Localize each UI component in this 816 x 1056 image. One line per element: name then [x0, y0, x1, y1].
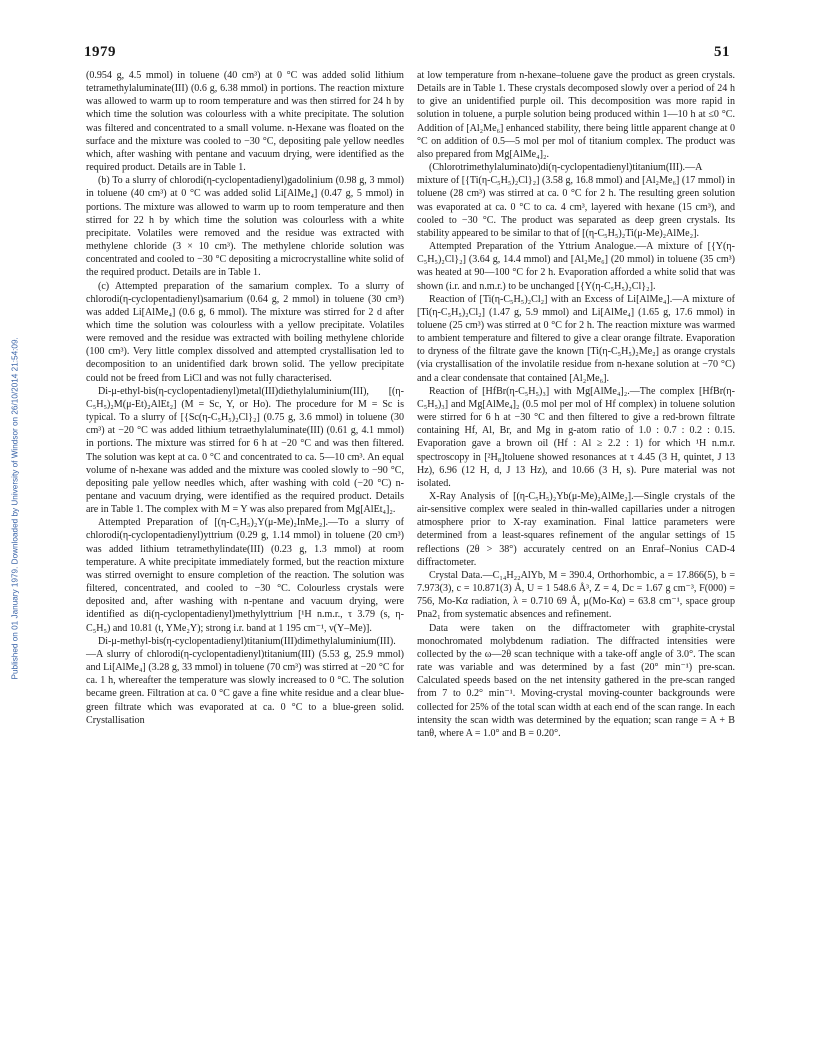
paragraph: (0.954 g, 4.5 mmol) in toluene (40 cm³) at 0 °C was added solid lithium tetramethylaluminate(III) (0.6 g, 6.38 mmol) in portions. The reaction mixture was allowed to warm up to room temperature and was then stirred for 24 h by which time the solution was colourless with a white precipitate. The solution was filtered and concentrated to a small volume. n-Hexane was floated on the surface and the mixture was cooled to −30 °C, depositing pale yellow needles which, after washing with pentane and vacuum drying, were identified as the required product. Details are in Table 1. — [86, 70, 404, 174]
left-column — [86, 69, 404, 727]
paragraph: Reaction of [Ti(η-C₅H₅)₂Cl₂] with an Excess of Li[AlMe₄].—A mixture of [Ti(η-C₅H₅)₂Cl₂] (1.47 g, 5.9 mmol) and Li[AlMe₄] (1.65 g, 17.6 mmol) in toluene (25 cm³) was stirred at 0 °C for 2 h. The reaction mixture was warmed to ambient temperature and filtered to give a clear orange filtrate. Evaporation to dryness of the filtrate gave the known [Ti(η-C₅H₅)₂Me₂] as orange crystals (via crystallisation of the involatile residue from n-hexane solution at −70 °C) and a clear condensate that contained [Al₂Me₆]. — [417, 293, 735, 384]
paragraph: Crystal Data.—C₁₄H₂₂AlYb, M = 390.4, Orthorhombic, a = 17.866(5), b = 7.973(3), c = 10.871(3) Å, U = 1 548.6 Å³, Z = 4, Dc = 1.67 g cm⁻³, F(000) = 756, Mo-Kα radiation, λ = 0.710 69 Å, μ(Mo-Kα) = 63.8 cm⁻¹, space group Pna2₁ from systematic absences and refinement. — [417, 569, 735, 621]
paragraph: Attempted Preparation of [(η-C₅H₅)₂Y(μ-Me)₂InMe₂].—To a slurry of chlorodi(η-cyclopentadienyl)yttrium (0.29 g, 1.14 mmol) in toluene (20 cm³) was added lithium tetramethylindate(III) (0.23 g, 1.3 mmol) at room temperature. A white precipitate immediately formed, but the reaction mixture was stirred overnight to ensure completion of the reaction. The solution was filtered, concentrated, and cooled to −30 °C. Colourless crystals were deposited and, after washing with n-pentane and vacuum drying, were identified as di(η-cyclopentadienyl)methylyttrium [¹H n.m.r., τ 3.79 (s, η-C₅H₅) and 10.81 (t, YMe₂Y); strong i.r. band at 1 195 cm⁻¹, ν(Y–Me)]. — [86, 517, 404, 634]
paragraph: Di-μ-methyl-bis(η-cyclopentadienyl)titanium(III)dimethylaluminium(III).—A slurry of chlorodi(η-cyclopentadienyl)titanium(III) (5.53 g, 25.9 mmol) and Li[AlMe₄] (3.28 g, 33 mmol) in toluene (70 cm³) was stirred at −20 °C for ca. 1 h, whereafter the temperature was slowly increased to 0 °C. The solution became green. Filtration at ca. 0 °C gave a fine white residue and a clear blue-green filtrate which was evaporated at ca. 0 °C to a blue-green solid. Crystallisation — [86, 635, 404, 726]
paragraph: at low temperature from n-hexane–toluene gave the product as green crystals. Details are in Table 1. These crystals decomposed slowly over a period of 24 h to give an unidentified purple oil. This decomposition was more rapid in solution in toluene, a purple solution being produced within 1—10 h at ≤0 °C. Addition of [Al₂Me₆] enhanced stability, there being little apparent change at 0 °C on addition of 0.5—5 mol per mol of titanium complex. The product was also prepared from Mg[AlMe₄]₂. — [417, 70, 735, 160]
paragraph: (Chlorotrimethylaluminato)di(η-cyclopentadienyl)titanium(III).—A mixture of [{Ti(η-C₅H₅)₂Cl}₂] (3.58 g, 16.8 mmol) and [Al₂Me₆] (17 mmol) in toluene (28 cm³) was stirred at ca. 0 °C for 2 h. The resulting green solution was evaporated at ca. 0 °C to ca. 4 cm³, layered with hexane (15 cm³), and cooled to −30 °C. The product was separated as deep green crystals. Its stability appeared to be similar to that of [(η-C₅H₅)₂Ti(μ-Me)₂AlMe₂]. — [417, 162, 735, 239]
paragraph: (c) Attempted preparation of the samarium complex. To a slurry of chlorodi(η-cyclopentadienyl)samarium (0.64 g, 2 mmol) in toluene (30 cm³) was added Li[AlMe₄] (0.6 g, 6 mmol). The mixture was stirred for 2 d after which time the solution was colourless with a yellow precipitate. Volatiles were removed and the residue was extracted with boiling methylene chloride (100 cm³). Very little complex dissolved and attempted crystallisation led to decomposition to an unidentified dark brown solid. The yellow precipitate could not be freed from LiCl and was not fully characterised. — [86, 280, 404, 384]
paragraph: Data were taken on the diffractometer with graphite-crystal monochromated molybdenum radiation. The diffracted intensities were collected by the ω—2θ scan technique with a take-off angle of 3.0°. The scan rate was variable and was determined by a fast (20° min⁻¹) pre-scan. Calculated speeds based on the net intensity gathered in the pre-scan ranged from 7 to 0.2° min⁻¹. Moving-crystal moving-counter backgrounds were collected for 25% of the total scan width at each end of the scan range. In each intensity the scan width was determined by the equation; scan range = A + B tanθ, where A = 1.0° and B = 0.20°. — [417, 622, 735, 739]
download-note: Published on 01 January 1979. Downloaded by University of Windsor on 26/10/2014 21:54:09. — [10, 337, 20, 680]
paragraph: Di-μ-ethyl-bis(η-cyclopentadienyl)metal(III)diethylaluminium(III), [(η-C₅H₅)₂M(μ-Et)₂AlEt₂] (M = Sc, Y, or Ho). The procedure for M = Sc is typical. To a slurry of [{Sc(η-C₅H₅)₂Cl}₂] (0.75 g, 3.6 mmol) in toluene (30 cm³) at −20 °C was added lithium tetraethylaluminate(III) (0.61 g, 4.1 mmol) in portions. The mixture was stirred for 6 h at −20 °C and was then filtered. The solution was kept at ca. 0 °C and concentrated to ca. 5—10 cm³. An equal volume of n-hexane was added and the mixture was cooled slowly to −90 °C, depositing pale yellow needles which, after washing with cold (−20 °C) n-pentane and vacuum drying, were identified as the required product. Details are in Table 1. The complex with M = Y was also prepared from Mg[AlEt₄]₂. — [86, 385, 404, 516]
page-year: 1979 — [84, 44, 116, 60]
paragraph: X-Ray Analysis of [(η-C₅H₅)₂Yb(μ-Me)₂AlMe₂].—Single crystals of the air-sensitive complex were sealed in thin-walled capillaries under a nitrogen atmosphere prior to X-ray examination. Final lattice parameters were determined from a least-squares refinement of the angular settings of 15 reflections (2θ > 38°) accurately centred on an Enraf–Nonius CAD-4 diffractometer. — [417, 491, 735, 568]
paragraph: Reaction of [HfBr(η-C₅H₅)₃] with Mg[AlMe₄]₂.—The complex [HfBr(η-C₅H₅)₃] and Mg[AlMe₄]₂ (0.5 mol per mol of Hf complex) in toluene solution were stirred for 6 h at −30 °C and then filtered to give a red-brown filtrate containing Hf, Al, Br, and Mg in g-atom ratio of 1.0 : 0.7 : 0.2 : 0.15. Evaporation gave a brown oil (Hf : Al ≥ 2.2 : 1) for which ¹H n.m.r. spectroscopy in [²H₈]toluene showed resonances at τ 4.45 (3 H, quintet, J 13 Hz), 6.96 (12 H, d, J 13 Hz), and 10.66 (3 H, s). Pure material was not isolated. — [417, 385, 735, 489]
paragraph: (b) To a slurry of chlorodi(η-cyclopentadienyl)gadolinium (0.98 g, 3 mmol) in toluene (40 cm³) at 0 °C was added solid Li[AlMe₄] (0.47 g, 5 mmol) in portions. The mixture was allowed to warm up to room temperature and then stirred for 22 h by which time the solution was colourless with a white precipitate. Volatiles were removed and the residue was extracted with methylene chloride (3 × 10 cm³). The methylene chloride solution was concentrated and cooled to −30 °C depositing a microcrystalline white solid of the required product. Details are in Table 1. — [86, 175, 404, 279]
page-number: 51 — [714, 44, 730, 60]
right-column — [417, 69, 735, 740]
paragraph: Attempted Preparation of the Yttrium Analogue.—A mixture of [{Y(η-C₅H₅)₂Cl}₂] (3.64 g, 14.4 mmol) and [Al₂Me₆] (20 mmol) in toluene (35 cm³) was heated at 90—100 °C for 2 h. Evaporation afforded a white solid that was shown (i.r. and n.m.r.) to be unchanged [{Y(η-C₅H₅)₂Cl}₂]. — [417, 241, 735, 292]
